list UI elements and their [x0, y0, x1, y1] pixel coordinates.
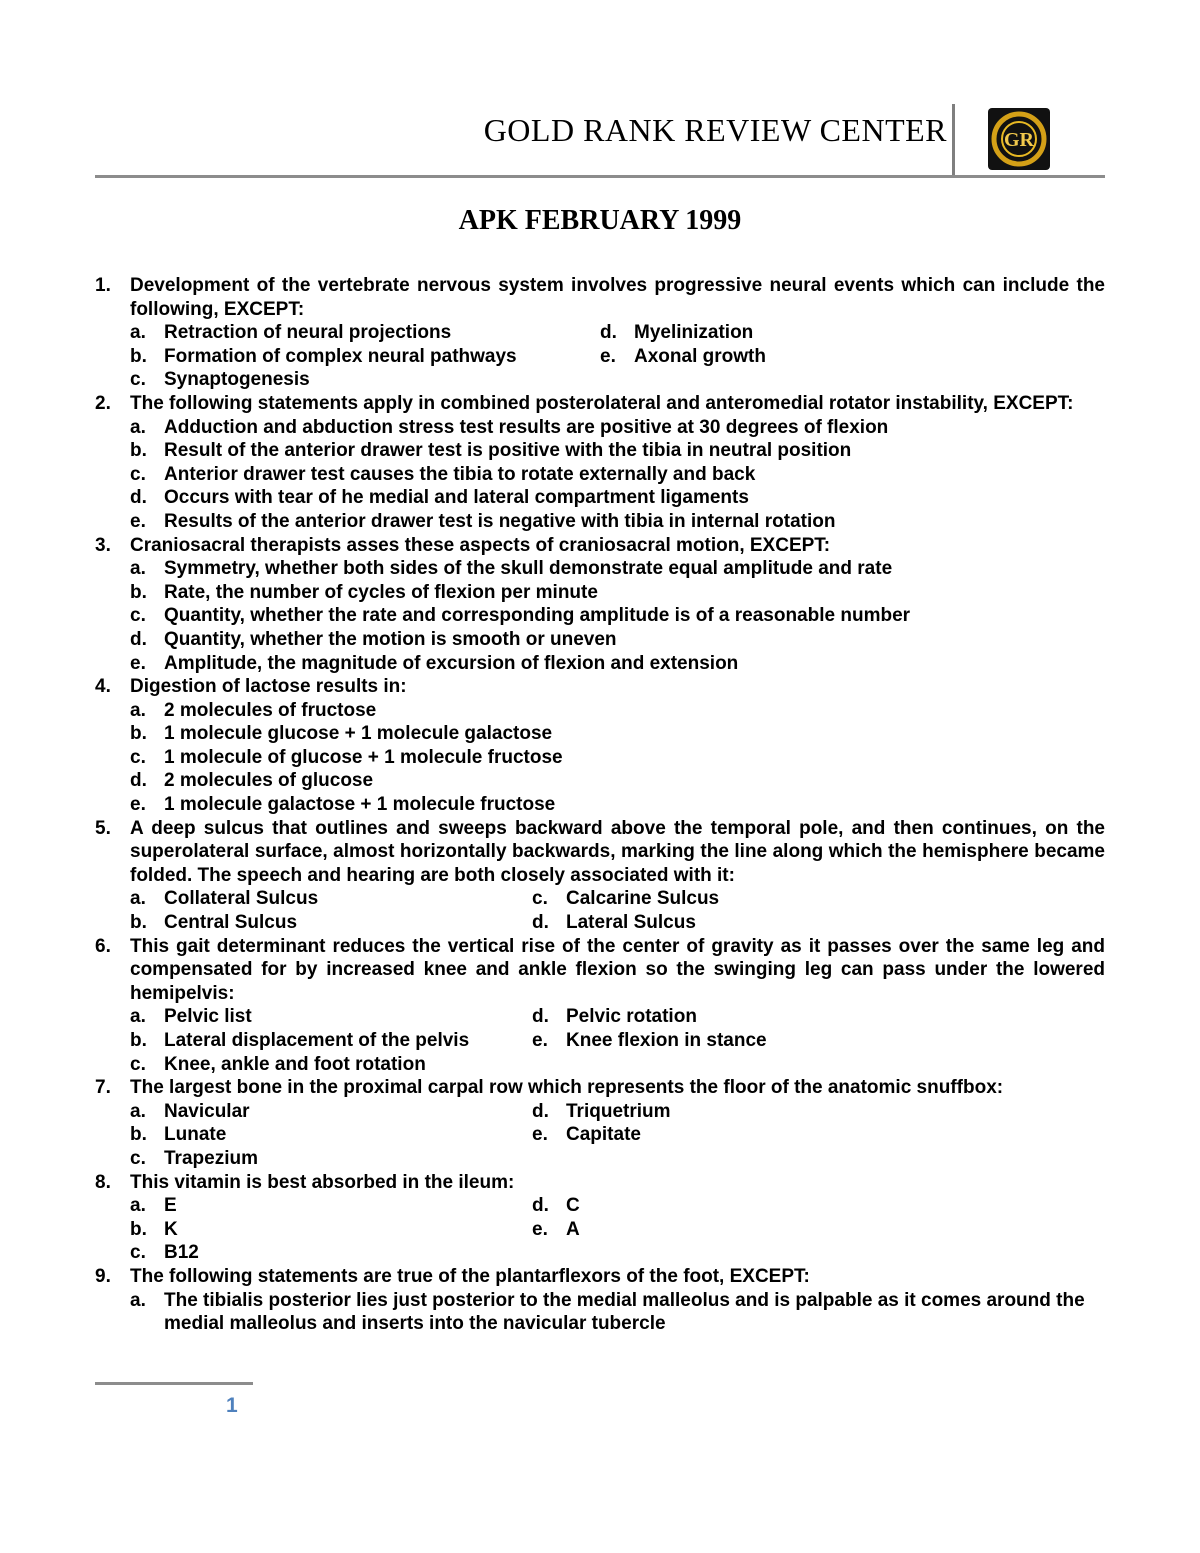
- question-item: [95, 392, 1105, 534]
- question-stem: This gait determinant reduces the vertical rise of the center of gravity as it passes over the same leg and compensated for by increased knee and ankle flexion so the swinging leg can pass under the lowered hemipelvis:: [130, 935, 1105, 1004]
- option-letter: a.: [130, 1006, 146, 1028]
- question-number: 7.: [95, 1077, 111, 1099]
- option-letter: e.: [600, 345, 616, 367]
- option-letter: e.: [130, 794, 146, 816]
- answer-option: [130, 510, 1105, 534]
- option-letter: d.: [130, 487, 147, 509]
- option-text: K: [164, 1218, 178, 1240]
- header-divider-vertical: [952, 104, 955, 176]
- question-item: [95, 675, 1105, 817]
- option-letter: d.: [532, 912, 549, 934]
- option-letter: d.: [532, 1195, 549, 1217]
- option-letter: a.: [130, 1100, 146, 1122]
- option-letter: c.: [130, 1053, 146, 1075]
- option-text: B12: [164, 1242, 199, 1264]
- question-stem: Digestion of lactose results in:: [130, 676, 407, 698]
- option-letter: b.: [130, 1218, 147, 1240]
- question-stem: Craniosacral therapists asses these aspects of craniosacral motion, EXCEPT:: [130, 534, 831, 556]
- option-letter: a.: [130, 699, 146, 721]
- answer-option: [130, 557, 1105, 581]
- option-text: 1 molecule glucose + 1 molecule galactose: [164, 723, 553, 745]
- option-text: C: [566, 1195, 580, 1217]
- option-list: [130, 1289, 1105, 1336]
- option-letter: c.: [130, 463, 146, 485]
- option-text: Quantity, whether the motion is smooth or uneven: [164, 628, 617, 650]
- option-text: Amplitude, the magnitude of excursion of flexion and extension: [164, 652, 739, 674]
- header-divider-horizontal: [95, 175, 1105, 178]
- answer-option: [130, 746, 1105, 770]
- option-letter: c.: [532, 888, 548, 910]
- answer-option: [130, 604, 1105, 628]
- option-text: 2 molecules of fructose: [164, 699, 377, 721]
- option-letter: a.: [130, 1195, 146, 1217]
- question-stem: The largest bone in the proximal carpal row which represents the floor of the anatomic snuffbox:: [130, 1077, 1004, 1099]
- answer-option: [130, 321, 600, 345]
- answer-option: [130, 628, 1105, 652]
- option-text: E: [164, 1195, 177, 1217]
- option-text: Pelvic list: [164, 1006, 252, 1028]
- answer-option: [130, 1147, 532, 1171]
- option-letter: d.: [130, 628, 147, 650]
- option-text: 2 molecules of glucose: [164, 770, 374, 792]
- option-letter: c.: [130, 746, 146, 768]
- option-letter: b.: [130, 912, 147, 934]
- option-text: Pelvic rotation: [566, 1006, 697, 1028]
- option-text: Trapezium: [164, 1147, 258, 1169]
- question-item: [95, 534, 1105, 676]
- footer-divider: [95, 1382, 253, 1385]
- option-list: [130, 1005, 1105, 1076]
- logo-text: GR: [1004, 129, 1034, 151]
- option-letter: c.: [130, 1147, 146, 1169]
- answer-option: [532, 1029, 1105, 1053]
- answer-option: [130, 793, 1105, 817]
- option-text: Capitate: [566, 1124, 641, 1146]
- answer-option: [130, 1218, 532, 1242]
- option-text: 1 molecule of glucose + 1 molecule fructose: [164, 746, 563, 768]
- option-text: Axonal growth: [634, 345, 766, 367]
- answer-option: [130, 699, 1105, 723]
- header-title: GOLD RANK REVIEW CENTER: [483, 112, 947, 148]
- option-text: Anterior drawer test causes the tibia to rotate externally and back: [164, 463, 756, 485]
- option-letter: b.: [130, 1030, 147, 1051]
- option-text: Myelinization: [634, 322, 754, 344]
- answer-option: [532, 1005, 1105, 1029]
- option-letter: d.: [532, 1006, 549, 1028]
- option-text: Knee, ankle and foot rotation: [164, 1053, 426, 1075]
- option-text: Collateral Sulcus: [164, 888, 319, 910]
- option-list: [130, 887, 1105, 934]
- answer-option: [130, 722, 1105, 746]
- option-text: Lunate: [164, 1124, 227, 1146]
- answer-option: [130, 439, 1105, 463]
- answer-option: [130, 368, 600, 392]
- option-text: Knee flexion in stance: [566, 1030, 767, 1051]
- answer-option: [130, 769, 1105, 793]
- answer-option: [130, 1194, 532, 1218]
- answer-option: [130, 1100, 532, 1124]
- option-letter: a.: [130, 416, 146, 438]
- option-list: [130, 1100, 1105, 1171]
- question-stem: A deep sulcus that outlines and sweeps backward above the temporal pole, and then continues, on the superolateral surface, almost horizontally backwards, marking the line along which the hemisphere became folded. The speech and hearing are both closely associated with it:: [130, 817, 1105, 886]
- page-header: [95, 100, 1105, 180]
- option-letter: c.: [130, 1242, 146, 1264]
- option-letter: e.: [532, 1124, 548, 1146]
- option-text: Rate, the number of cycles of flexion per minute: [164, 581, 598, 603]
- answer-option: [130, 1029, 532, 1053]
- question-number: 1.: [95, 275, 111, 296]
- question-number: 9.: [95, 1265, 111, 1287]
- question-stem: Development of the vertebrate nervous system involves progressive neural events which can include the following, EXCEPT:: [130, 275, 1105, 320]
- option-text: Quantity, whether the rate and corresponding amplitude is of a reasonable number: [164, 605, 911, 627]
- answer-option: [532, 1194, 1105, 1218]
- question-item: [95, 817, 1105, 935]
- option-text: Adduction and abduction stress test results are positive at 30 degrees of flexion: [164, 416, 889, 438]
- gold-rank-logo-icon: [988, 108, 1050, 170]
- option-letter: d.: [600, 322, 617, 344]
- option-text: Results of the anterior drawer test is negative with tibia in internal rotation: [164, 510, 836, 532]
- option-letter: a.: [130, 888, 146, 910]
- answer-option: [130, 911, 532, 935]
- option-text: Triquetrium: [566, 1100, 671, 1122]
- option-text: Navicular: [164, 1100, 250, 1122]
- answer-option: [130, 1053, 532, 1077]
- option-letter: e.: [130, 652, 146, 674]
- answer-option: [130, 887, 532, 911]
- question-item: [95, 1171, 1105, 1265]
- question-item: [95, 1265, 1105, 1336]
- answer-option: [130, 1123, 532, 1147]
- option-letter: b.: [130, 1124, 147, 1146]
- answer-option: [130, 486, 1105, 510]
- option-list: [130, 699, 1105, 817]
- answer-option: [130, 581, 1105, 605]
- page-number: 1: [226, 1394, 238, 1417]
- option-text: Synaptogenesis: [164, 369, 310, 391]
- option-text: Result of the anterior drawer test is positive with the tibia in neutral position: [164, 440, 852, 462]
- option-letter: c.: [130, 369, 146, 391]
- document-title: APK FEBRUARY 1999: [458, 205, 742, 236]
- answer-option: [532, 1218, 1105, 1242]
- option-list: [130, 557, 1105, 675]
- question-stem: This vitamin is best absorbed in the ileum:: [130, 1171, 515, 1193]
- option-letter: d.: [130, 770, 147, 792]
- answer-option: [532, 1123, 1105, 1147]
- answer-option: [532, 887, 1105, 911]
- answer-option: [600, 345, 1105, 369]
- question-item: [95, 1076, 1105, 1170]
- question-item: [95, 935, 1105, 1077]
- question-number: 6.: [95, 935, 111, 957]
- option-letter: a.: [130, 558, 146, 580]
- option-letter: a.: [130, 322, 146, 344]
- question-stem: The following statements are true of the plantarflexors of the foot, EXCEPT:: [130, 1265, 810, 1287]
- question-number: 5.: [95, 817, 111, 839]
- option-letter: b.: [130, 345, 147, 367]
- answer-option: [532, 911, 1105, 935]
- answer-option: [130, 416, 1105, 440]
- question-number: 3.: [95, 534, 111, 556]
- option-letter: e.: [532, 1030, 548, 1051]
- option-text: Lateral Sulcus: [566, 912, 696, 934]
- option-text: The tibialis posterior lies just posterior to the medial malleolus and is palpable as it comes around the medial malleolus and inserts into the navicular tubercle: [164, 1289, 1085, 1335]
- question-number: 8.: [95, 1171, 111, 1193]
- answer-option: [130, 345, 600, 369]
- answer-option: [130, 1005, 532, 1029]
- option-list: [130, 416, 1105, 534]
- option-text: A: [566, 1218, 580, 1240]
- option-text: Retraction of neural projections: [164, 322, 452, 344]
- option-text: Lateral displacement of the pelvis: [164, 1030, 470, 1051]
- option-list: [130, 1194, 1105, 1265]
- option-text: 1 molecule galactose + 1 molecule fructose: [164, 794, 556, 816]
- option-letter: b.: [130, 581, 147, 603]
- option-list: [130, 321, 1105, 392]
- answer-option: [130, 463, 1105, 487]
- option-text: Calcarine Sulcus: [566, 888, 720, 910]
- answer-option: [130, 1241, 532, 1265]
- option-text: Occurs with tear of he medial and lateral compartment ligaments: [164, 487, 749, 509]
- answer-option: [130, 652, 1105, 676]
- answer-option: [600, 321, 1105, 345]
- option-letter: b.: [130, 723, 147, 745]
- option-letter: e.: [130, 510, 146, 532]
- question-item: [95, 274, 1105, 392]
- question-number: 2.: [95, 392, 111, 414]
- question-number: 4.: [95, 676, 111, 698]
- option-letter: d.: [532, 1100, 549, 1122]
- answer-option: [130, 1289, 1105, 1336]
- option-text: Symmetry, whether both sides of the skull demonstrate equal amplitude and rate: [164, 558, 893, 580]
- question-list: [95, 274, 1105, 1336]
- answer-option: [532, 1100, 1105, 1124]
- option-letter: e.: [532, 1218, 548, 1240]
- option-text: Central Sulcus: [164, 912, 298, 934]
- option-letter: a.: [130, 1289, 146, 1311]
- option-letter: c.: [130, 605, 146, 627]
- question-stem: The following statements apply in combined posterolateral and anteromedial rotator instability, EXCEPT:: [130, 392, 1074, 414]
- option-letter: b.: [130, 440, 147, 462]
- option-text: Formation of complex neural pathways: [164, 345, 517, 367]
